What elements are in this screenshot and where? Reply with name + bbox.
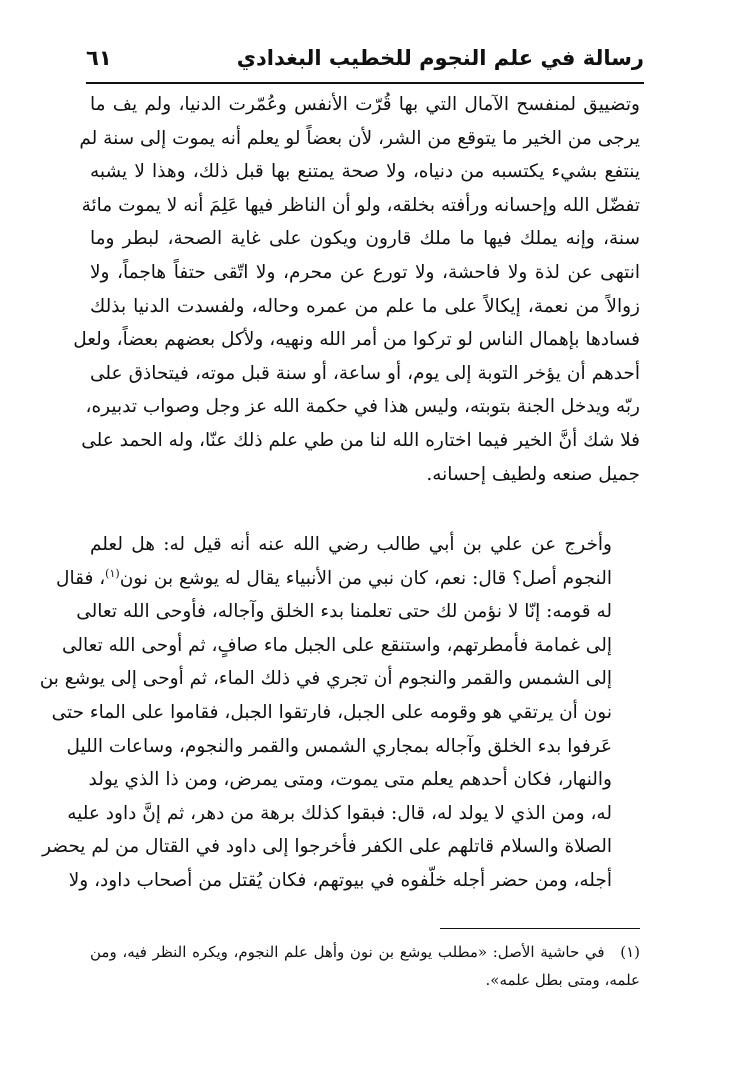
running-header bbox=[86, 42, 644, 78]
paragraph-2 bbox=[39, 528, 640, 898]
text-line: سنة، وإنه يملك فيها ما ملك قارون ويكون على غاية الصحة، لبطر وما bbox=[90, 228, 640, 250]
text-line: جميل صنعه ولطيف إحسانه. bbox=[426, 463, 640, 485]
text-line: تفضّل الله وإحسانه ورأفته بخلقه، ولو أن الناظر فيها عَلِمَ أنه لا يموت مائة bbox=[81, 194, 640, 216]
text-line: أحدهم أن يؤخر التوبة إلى يوم، أو ساعة، أو سنة قبل موته، فيتحاذق على bbox=[90, 362, 640, 384]
header-divider bbox=[86, 82, 644, 84]
text-line: فسادها بإهمال الناس لو تركوا من أمر الله ونهيه، ولأكل بعضهم بعضاً، ولعل bbox=[73, 329, 640, 351]
footnote-reference[interactable]: (١) bbox=[105, 566, 120, 580]
text-line: عَرفوا بدء الخلق وآجاله بمجاري الشمس والقمر والنجوم، وساعات الليل bbox=[66, 735, 612, 757]
text-line: نون أن يرتقي هو وقومه على الجبل، فارتقوا الجبل، فقاموا على الماء حتى bbox=[51, 701, 612, 723]
header-title: رسالة في علم النجوم للخطيب البغدادي bbox=[236, 46, 644, 70]
text-line: ربّه ويدخل الجنة بتوبته، وليس هذا في حكمة الله عز وجل وصواب تدبيره، bbox=[85, 396, 640, 418]
text-line: يرجى من الخير ما يتوقع من الشر، لأن بعضاً لو يعلم أنه يموت إلى سنة لم bbox=[79, 127, 640, 149]
text-line: له، ومن الذي لا يولد له، قال: فبقوا كذلك برهة من دهر، ثم إنَّ داود عليه bbox=[67, 802, 612, 824]
page-number: ٦١ bbox=[86, 46, 112, 70]
text-line: إلى الشمس والقمر والنجوم أن تجري في ذلك الماء، ثم أوحى إلى يوشع بن bbox=[39, 668, 612, 690]
text-line: له قومه: إنّا لا نؤمن لك حتى تعلمنا بدء الخلق وآجاله، فأوحى الله تعالى bbox=[76, 601, 612, 623]
footnote-text: في حاشية الأصل: «مطلب يوشع بن نون وأهل علم النجوم، ويكره النظر فيه، ومن علمه، ومتى بطل علمه». bbox=[90, 943, 640, 989]
text-segment: النجوم أصل؟ قال: نعم، كان نبي من الأنبياء يقال له يوشع بن نون bbox=[119, 567, 612, 589]
footnote-divider bbox=[440, 928, 640, 929]
text-line: إلى غمامة فأمطرتهم، واستنقع على الجبل ماء صافٍ، ثم أوحى الله تعالى bbox=[61, 634, 612, 656]
text-segment: ، فقال bbox=[56, 567, 106, 589]
footnote bbox=[90, 938, 640, 994]
text-line-with-footnote-ref bbox=[56, 562, 640, 596]
text-line: وتضييق لمنفسح الآمال التي بها قُرّت الأنفس وعُمّرت الدنيا، ولم يف ما bbox=[90, 94, 640, 115]
text-line: فلا شك أنَّ الخير فيما اختاره الله لنا من طي علم ذلك عنّا، وله الحمد على bbox=[81, 429, 640, 451]
footnote-marker: (١) bbox=[620, 943, 640, 961]
text-line: زوالاً من نعمة، إيكالاً على ما علم من عمره وحاله، ولفسدت الدنيا بذلك bbox=[90, 295, 640, 317]
text-line: وأخرج عن علي بن أبي طالب رضي الله عنه أنه قيل له: هل لعلم bbox=[90, 534, 612, 555]
text-line: ينتفع بشيء يكتسبه من دنياه، ولا صحة يمتنع بها قبل ذلك، وهذا لا يشبه bbox=[90, 161, 640, 183]
text-line: والنهار، فكان أحدهم يعلم متى يموت، ومتى يمرض، ومن ذا الذي يولد bbox=[88, 769, 612, 791]
paragraph-1 bbox=[73, 88, 640, 491]
text-line: انتهى عن لذة ولا فاحشة، ولا تورع عن محرم، ولا اتّقى حتفاً هاجماً، ولا bbox=[90, 261, 640, 283]
text-line: أجله، ومن حضر أجله خلّفوه في بيوتهم، فكان يُقتل من أصحاب داود، ولا bbox=[68, 869, 612, 891]
text-line: الصلاة والسلام قاتلهم على الكفر فأخرجوا إلى داود في القتال من لم يحضر bbox=[42, 836, 612, 858]
